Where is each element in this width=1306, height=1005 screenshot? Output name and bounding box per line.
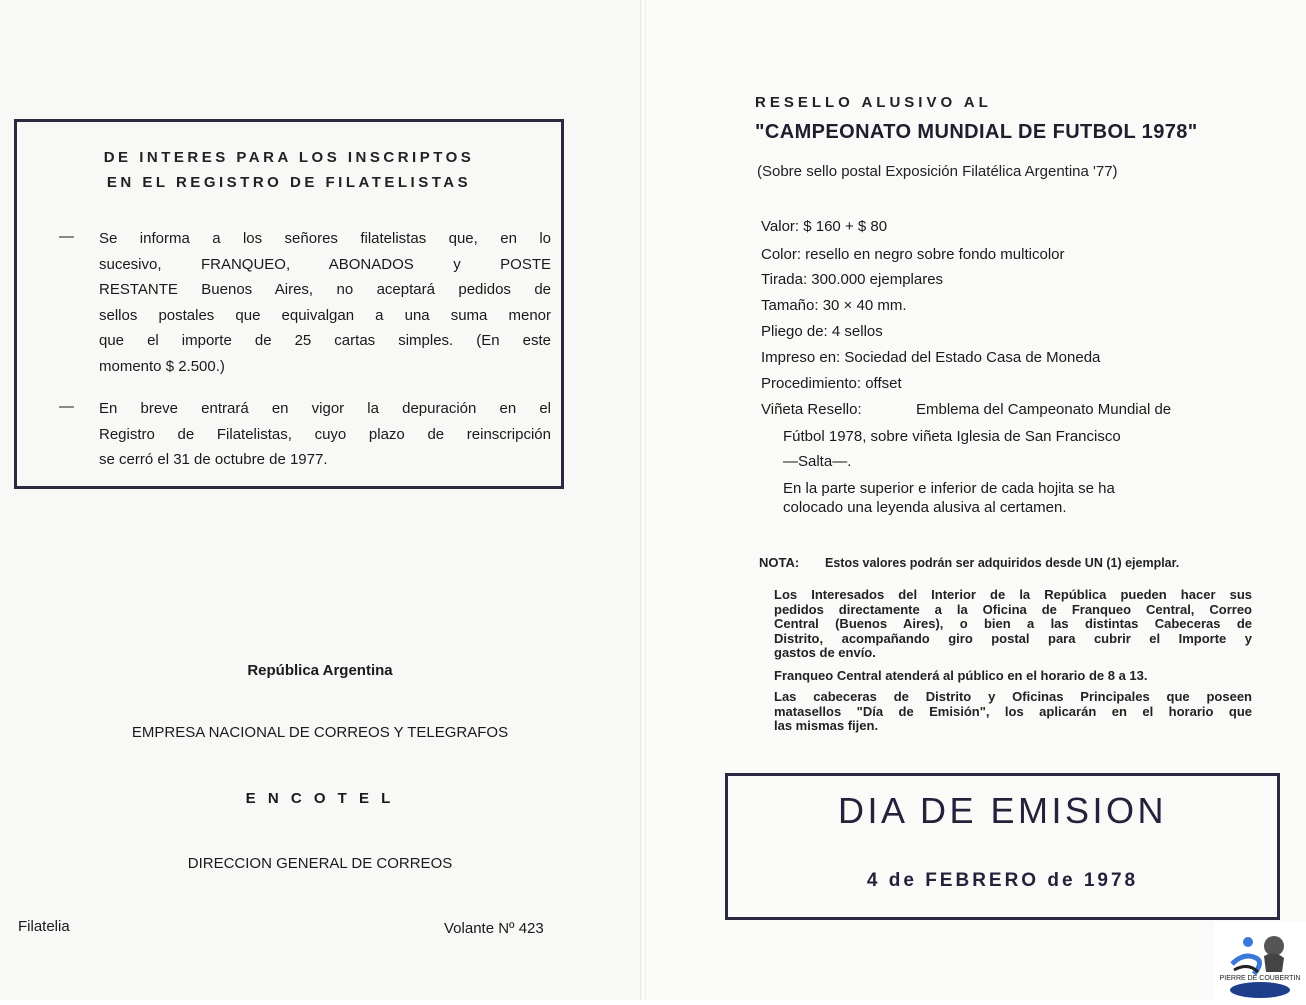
spec-procedimiento: Procedimiento: offset — [761, 375, 902, 392]
spec-vineta-text: Emblema del Campeonato Mundial de — [916, 401, 1172, 418]
subtitle: (Sobre sello postal Exposición Filatélica Argentina '77) — [757, 163, 1118, 180]
title: "CAMPEONATO MUNDIAL DE FUTBOL 1978" — [755, 121, 1198, 143]
notice-line: sucesivo, FRANQUEO, ABONADOS y POSTE — [99, 255, 551, 273]
coubertin-logo-icon — [1214, 922, 1306, 1000]
info-line: Las cabeceras de Distrito y Oficinas Principales que poseen — [774, 689, 1252, 704]
country-name: República Argentina — [247, 662, 393, 679]
kicker: RESELLO ALUSIVO AL — [755, 94, 992, 111]
footer-left: Filatelia — [18, 918, 70, 935]
coubertin-logo — [1214, 922, 1306, 1000]
info-line: Central (Buenos Aires), o bien a las distintas Cabeceras de — [774, 616, 1252, 631]
notice-line: se cerró el 31 de octubre de 1977. — [99, 451, 328, 468]
nota-label: NOTA: — [759, 555, 800, 570]
info-paragraph-3 — [774, 690, 1252, 734]
notice-heading-2: EN EL REGISTRO DE FILATELISTAS — [106, 174, 472, 191]
spec-extra-text: En la parte superior e inferior de cada hojita se ha — [783, 480, 1115, 497]
notice-box — [14, 119, 564, 489]
info-line: Distrito, acompañando giro postal para cubrir el Importe y — [774, 630, 1252, 646]
notice-line: momento $ 2.500.) — [99, 357, 225, 375]
notice-line: que el importe de 25 cartas simples. (En este — [99, 332, 551, 349]
spec-vineta-text: Fútbol 1978, sobre viñeta Iglesia de San Francisco — [783, 428, 1121, 445]
spec-tamano: Tamaño: 30 × 40 mm. — [761, 297, 907, 314]
info-paragraph-1 — [774, 588, 1252, 661]
spec-extra-text: colocado una leyenda alusiva al certamen. — [783, 499, 1067, 516]
notice-line: Registro de Filatelistas, cuyo plazo de reinscripción — [99, 425, 551, 443]
emission-box — [725, 773, 1280, 920]
logo-caption: PIERRE DE COUBERTIN — [1219, 975, 1301, 982]
emission-date: 4 de FEBRERO de 1978 — [866, 870, 1139, 891]
footer-right: Volante Nº 423 — [444, 920, 544, 937]
acronym: E N C O T E L — [245, 790, 395, 807]
notice-line: En breve entrará en vigor la depuración en el — [99, 400, 551, 417]
notice-paragraph-1 — [99, 226, 551, 379]
info-line: Franqueo Central atenderá al público en el horario de 8 a 13. — [774, 668, 1148, 683]
bullet-dash: — — [59, 398, 74, 415]
emission-title: DIA DE EMISION — [837, 790, 1168, 831]
spec-tirada: Tirada: 300.000 ejemplares — [761, 271, 944, 288]
spec-valor: Valor: $ 160 + $ 80 — [761, 218, 888, 235]
spec-vineta-label: Viñeta Resello: — [761, 401, 862, 418]
notice-line: RESTANTE Buenos Aires, no aceptará pedidos de — [99, 281, 551, 298]
spec-impreso: Impreso en: Sociedad del Estado Casa de Moneda — [761, 349, 1101, 366]
left-page — [0, 0, 640, 1000]
spec-pliego: Pliego de: 4 sellos — [761, 323, 883, 340]
bullet-dash: — — [59, 228, 74, 245]
spec-color: Color: resello en negro sobre fondo multicolor — [761, 246, 1065, 263]
info-paragraph-2 — [774, 669, 1148, 684]
notice-heading-1: DE INTERES PARA LOS INSCRIPTOS — [103, 149, 475, 166]
spec-vineta-text: —Salta—. — [783, 453, 852, 470]
notice-line: Se informa a los señores filatelistas que, en lo — [99, 230, 551, 247]
info-line: las mismas fijen. — [774, 718, 879, 733]
info-line: matasellos "Día de Emisión", los aplicarán en el horario que — [774, 703, 1252, 719]
notice-line: sellos postales que equivalgan a una suma menor — [99, 306, 551, 324]
info-line: pedidos directamente a la Oficina de Franqueo Central, Correo — [774, 601, 1252, 617]
notice-paragraph-2 — [99, 396, 551, 473]
nota-text: Estos valores podrán ser adquiridos desde UN (1) ejemplar. — [825, 556, 1180, 570]
info-line: gastos de envío. — [774, 645, 876, 660]
info-line: Los Interesados del Interior de la República pueden hacer sus — [774, 587, 1252, 602]
direction-name: DIRECCION GENERAL DE CORREOS — [187, 855, 453, 872]
company-name: EMPRESA NACIONAL DE CORREOS Y TELEGRAFOS — [131, 724, 509, 741]
